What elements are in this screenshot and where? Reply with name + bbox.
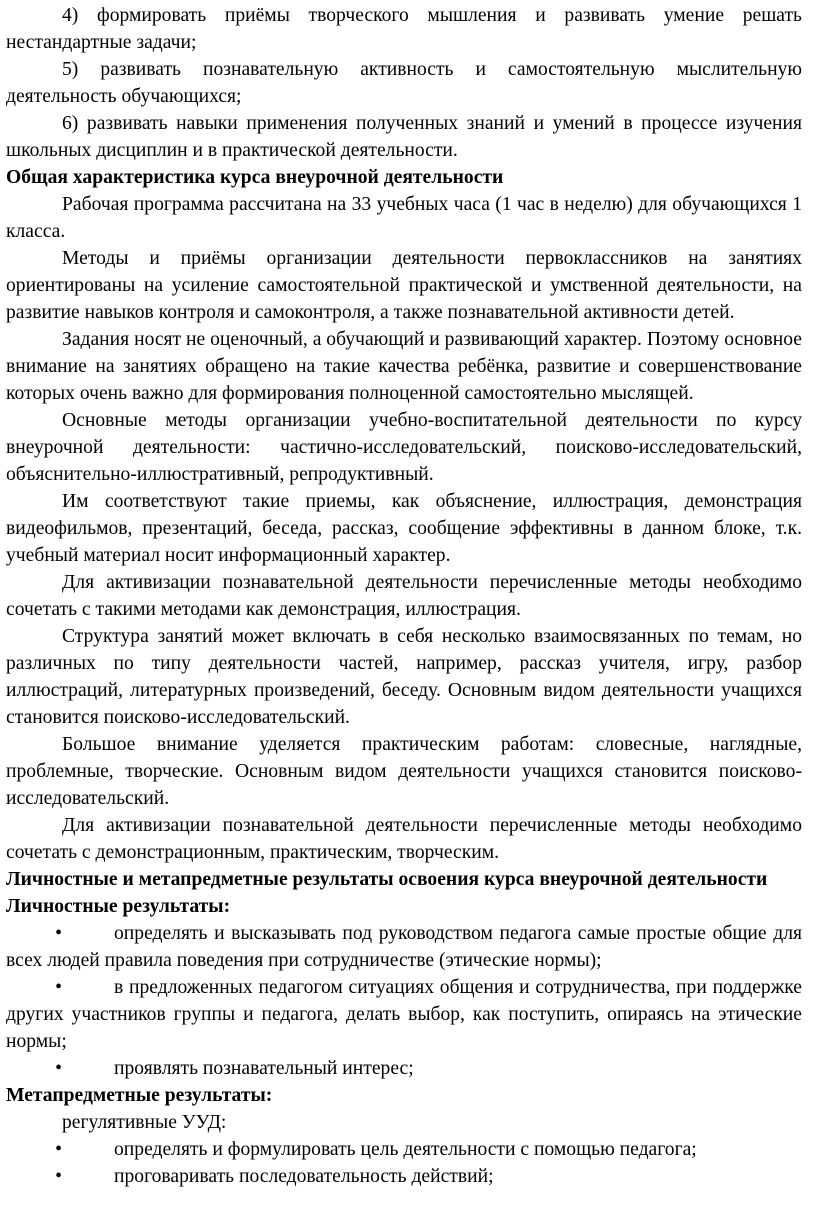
section-heading-course-characteristics: Общая характеристика курса внеурочной деятельности — [6, 167, 504, 188]
list-item-text: в предложенных педагогом ситуациях общения и сотрудничества, при поддержке других участников группы и педагога, делать выбор, как поступить, опираясь на этические нормы; — [6, 977, 802, 1052]
list-item-text: определять и высказывать под руководством педагога самые простые общие для всех людей правила поведения при сотрудничестве (этические нормы); — [6, 923, 802, 971]
subheading-meta-results: Метапредметные результаты: — [6, 1085, 273, 1106]
subheading-regulative: регулятивные УУД: — [62, 1112, 227, 1133]
bullet-icon: • — [55, 1139, 62, 1160]
paragraph-techniques: Им соответствуют такие приемы, как объяснение, иллюстрация, демонстрация видеофильмов, презентаций, беседа, рассказ, сообщение эффективны в данном блоке, т.к. учебный материал носит информационный характер. — [6, 491, 802, 566]
list-item-text: проявлять познавательный интерес; — [114, 1058, 414, 1079]
paragraph-methods: Методы и приёмы организации деятельности первоклассников на занятиях ориентированы на усиление самостоятельной практической и умственной деятельности, на развитие навыков контроля и самоконтроля, а также познавательной активности детей. — [6, 248, 802, 323]
list-item-text: определять и формулировать цель деятельности с помощью педагога; — [114, 1139, 697, 1160]
paragraph-structure: Структура занятий может включать в себя несколько взаимосвязанных по темам, но различных по типу деятельности частей, например, рассказ учителя, игру, разбор иллюстраций, литературных произведений, беседу. Основным видом деятельности учащихся становится поисково-исследовательский. — [6, 626, 802, 728]
bullet-icon: • — [55, 977, 62, 998]
list-item — [6, 974, 802, 1055]
goal-item-5: 5) развивать познавательную активность и самостоятельную мыслительную деятельность обучающихся; — [6, 59, 802, 107]
paragraph-practical-work: Большое внимание уделяется практическим работам: словесные, наглядные, проблемные, творческие. Основным видом деятельности учащихся становится поисково-исследовательский. — [6, 734, 802, 809]
goal-item-4: 4) формировать приёмы творческого мышления и развивать умение решать нестандартные задачи; — [6, 5, 802, 53]
paragraph-activation-2: Для активизации познавательной деятельности перечисленные методы необходимо сочетать с демонстрационным, практическим, творческим. — [6, 815, 802, 863]
paragraph-activation: Для активизации познавательной деятельности перечисленные методы необходимо сочетать с такими методами как демонстрация, иллюстрация. — [6, 572, 802, 620]
list-item — [6, 1136, 802, 1163]
bullet-icon: • — [55, 1058, 62, 1079]
list-item — [6, 920, 802, 974]
paragraph-hours: Рабочая программа рассчитана на 33 учебных часа (1 час в неделю) для обучающихся 1 класса. — [6, 194, 802, 242]
paragraph-main-methods: Основные методы организации учебно-воспитательной деятельности по курсу внеурочной деятельности: частично-исследовательский, поисково-исследовательский, объяснительно-иллюстративный, репродуктивный. — [6, 410, 802, 485]
bullet-icon: • — [55, 1166, 62, 1187]
paragraph-tasks: Задания носят не оценочный, а обучающий и развивающий характер. Поэтому основное внимание на занятиях обращено на такие качества ребёнка, развитие и совершенствование которых очень важно для формирования полноценной самостоятельно мыслящей. — [6, 329, 802, 404]
subheading-personal-results: Личностные результаты: — [6, 896, 231, 917]
list-item — [6, 1163, 802, 1190]
list-item-text: проговаривать последовательность действий; — [114, 1166, 494, 1187]
bullet-icon: • — [55, 923, 62, 944]
section-heading-results: Личностные и метапредметные результаты освоения курса внеурочной деятельности — [6, 869, 768, 890]
list-item — [6, 1055, 802, 1082]
goal-item-6: 6) развивать навыки применения полученных знаний и умений в процессе изучения школьных дисциплин и в практической деятельности. — [6, 113, 802, 161]
